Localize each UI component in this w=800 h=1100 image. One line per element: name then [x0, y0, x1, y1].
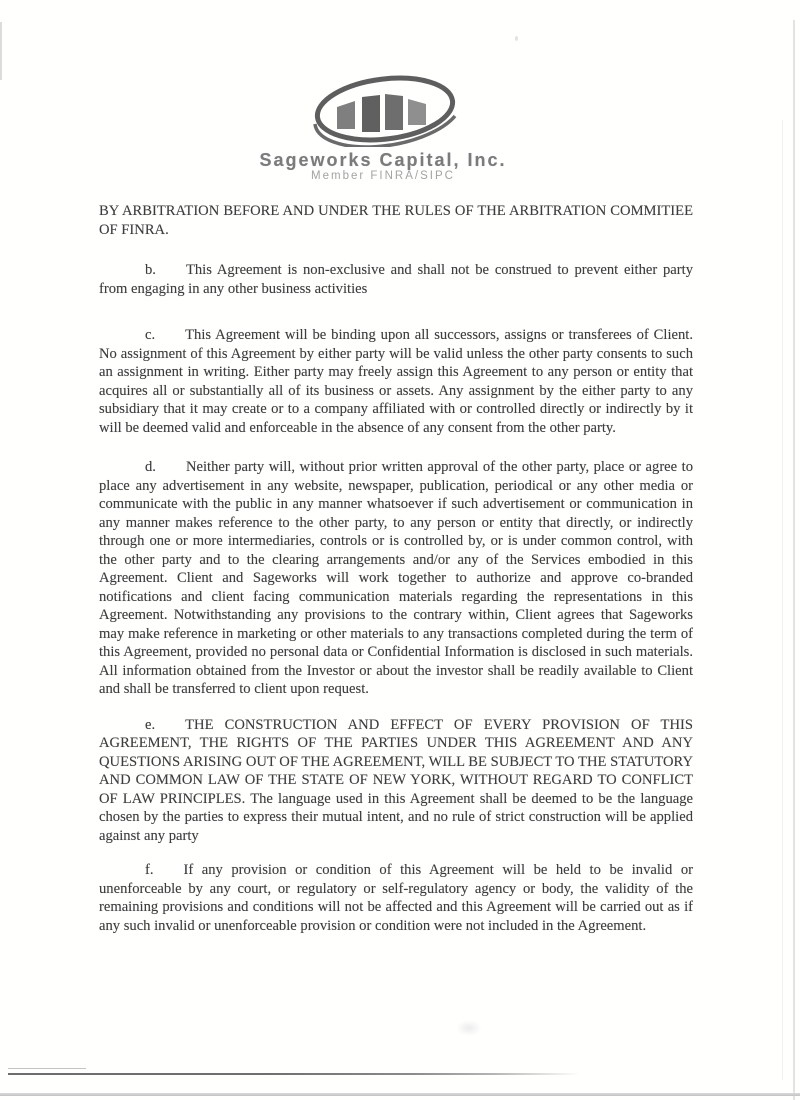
scan-edge-bottom	[0, 1093, 800, 1096]
clause-b	[99, 261, 693, 298]
logo-bar-1	[337, 101, 355, 129]
clause-label: d.	[145, 459, 156, 475]
scan-edge-right-faint	[782, 120, 783, 1080]
clause-d	[99, 458, 693, 699]
clause-text: THE CONSTRUCTION AND EFFECT OF EVERY PROVISION OF THIS AGREEMENT, THE RIGHTS OF THE PARTIES UNDER THIS AGREEMENT AND ANY QUESTIONS ARISING OUT OF THE AGREEMENT, WILL BE SUBJECT TO THE STATUTORY AND COMMON LAW OF THE STATE OF NEW YORK, WITHOUT REGARD TO CONFLICT OF LAW PRINCIPLES. The language used in this Agreement shall be deemed to be the language chosen by the parties to express their mutual intent, and no rule of strict construction will be applied against any party	[99, 716, 693, 844]
clause-c	[99, 326, 693, 437]
scan-speck	[515, 36, 518, 41]
clause-label: f.	[145, 862, 154, 878]
company-name: Sageworks Capital, Inc.	[259, 150, 507, 170]
footer-rule	[8, 1073, 580, 1075]
logo-bar-2	[362, 95, 380, 132]
clause-label: e.	[145, 716, 156, 733]
scan-edge-right	[793, 20, 795, 1100]
membership-label: Member FINRA/SIPC	[311, 170, 455, 182]
footer-rule-short	[8, 1068, 86, 1069]
clause-text: If any provision or condition of this Agreement will be held to be invalid or unenforceable by any court, or regulatory or self-regulatory agency or body, the validity of the remaining provisions and conditions will not be affected and this Agreement will be carried out as if any such invalid or unenforceable provision or condition were not included in the Agreement.	[99, 862, 693, 934]
clause-text: This Agreement will be binding upon all successors, assigns or transferees of Client. No assignment of this Agreement by either party will be valid unless the other party consents to such an assignment in writing. Either party may freely assign this Agreement to any person or entity that acquires all or substantially all of its business or assets. Any assignment by the either party to any subsidiary that it may create or to a company affiliated with or controlled directly or indirectly by it will be deemed valid and enforceable in the absence of any consent from the other party.	[99, 327, 693, 436]
clause-label: c.	[145, 327, 156, 343]
bar-chart-ellipse-icon	[314, 72, 456, 147]
logo-bar-4	[408, 99, 426, 125]
clause-text: Neither party will, without prior written approval of the other party, place or agree to place any advertisement in any website, newspaper, publication, periodical or any other media or communicate with the public in any manner whatsoever if such advertisement or communication in any manner makes reference to the other party, to any person or entity that directly, or indirectly through one or more intermediaries, controls or is controlled by, or is under common control, with the other party and to the clearing arrangements and/or any of the Services embodied in this Agreement. Client and Sageworks will work together to authorize and approve co-branded notifications and client facing communication materials regarding the representations in this Agreement. Notwithstanding any provisions to the contrary within, Client agrees that Sageworks may make reference in marketing or other materials to any transactions completed during the term of this Agreement, provided no personal data or Confidential Information is disclosed in such materials. All information obtained from the Investor or about the investor shall be readily available to Client and shall be transferred to client upon request.	[99, 459, 693, 697]
document-body	[99, 202, 693, 935]
clause-label: b.	[145, 262, 156, 278]
clause-text: This Agreement is non-exclusive and shall not be construed to prevent either party from engaging in any other business activities	[99, 262, 693, 297]
scan-edge-left	[0, 22, 2, 80]
clause-e	[99, 716, 693, 846]
logo-bar-3	[385, 94, 403, 130]
scan-smudge	[456, 1020, 482, 1036]
intro-paragraph: BY ARBITRATION BEFORE AND UNDER THE RULES OF THE ARBITRATION COMMITIEE OF FINRA.	[99, 203, 693, 238]
clause-f	[99, 861, 693, 935]
company-logo	[300, 72, 470, 147]
